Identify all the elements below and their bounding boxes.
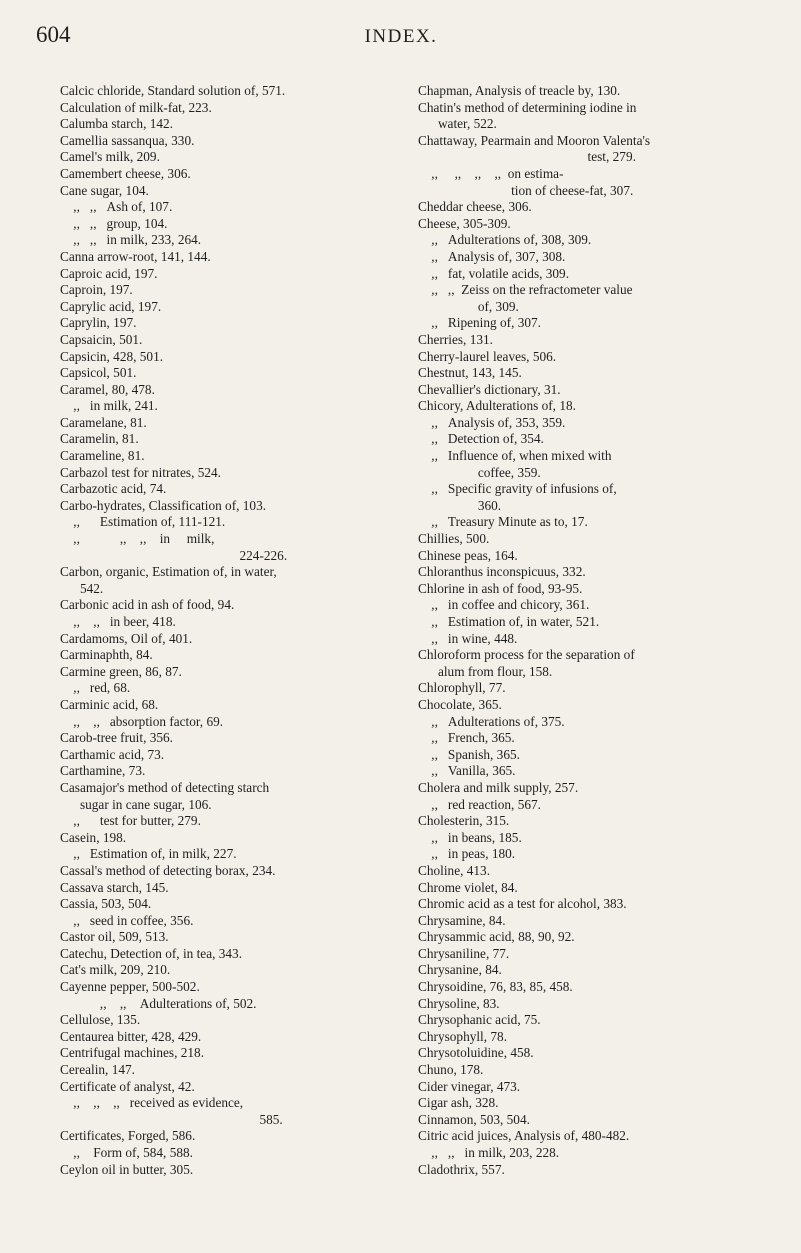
index-entry: ,, fat, volatile acids, 309. [418, 265, 570, 281]
index-entry: Carminic acid, 68. [60, 696, 159, 712]
index-entry: Carob-tree fruit, 356. [60, 730, 173, 746]
index-entry: Chocolate, 365. [418, 696, 502, 712]
index-entry: ,, Adulterations of, 308, 309. [418, 232, 592, 248]
index-entry: Chloranthus inconspicuus, 332. [418, 564, 586, 580]
index-entry: Caproin, 197. [60, 282, 133, 298]
index-entry: Carbazotic acid, 74. [60, 481, 167, 497]
index-entry: ,, in wine, 448. [418, 630, 518, 646]
index-entry: ,, ,, ,, ,, on estima- [418, 165, 564, 181]
index-entry: Chapman, Analysis of treacle by, 130. [418, 83, 621, 98]
index-entry: Carbazol test for nitrates, 524. [60, 464, 221, 480]
index-entry: 224-226. [60, 547, 288, 563]
index-entry: Cat's milk, 209, 210. [60, 962, 171, 978]
page-number: 604 [36, 22, 71, 47]
index-entry: ,, red reaction, 567. [418, 796, 541, 812]
index-entry: ,, Estimation of, in milk, 227. [60, 846, 237, 862]
index-entry: Carthamic acid, 73. [60, 746, 165, 762]
index-entry: water, 522. [418, 116, 497, 132]
index-entry: ,, Ripening of, 307. [418, 315, 541, 331]
index-entry: ,, French, 365. [418, 730, 515, 746]
index-entry: Chinese peas, 164. [418, 547, 518, 563]
index-entry: ,, ,, in milk, 203, 228. [418, 1145, 560, 1160]
index-entry: Cigar ash, 328. [418, 1095, 499, 1111]
index-entry: ,, ,, in milk, 233, 264. [60, 232, 202, 248]
index-entry: Carameline, 81. [60, 448, 145, 464]
index-entry: ,, Form of, 584, 588. [60, 1145, 193, 1160]
index-entry: Chromic acid as a test for alcohol, 383. [418, 896, 627, 912]
index-entry: ,, Analysis of, 353, 359. [418, 414, 566, 430]
index-entry: ,, ,, ,, received as evidence, [60, 1095, 244, 1111]
page-header [36, 22, 766, 62]
index-entry: Carminaphth, 84. [60, 647, 153, 663]
index-entry: Chevallier's dictionary, 31. [418, 381, 561, 397]
index-entry: ,, Vanilla, 365. [418, 763, 516, 779]
index-entry: Cinnamon, 503, 504. [418, 1111, 530, 1127]
index-entry: ,, ,, Ash of, 107. [60, 199, 173, 215]
index-entry: ,, red, 68. [60, 680, 131, 696]
index-entry: Caproic acid, 197. [60, 265, 158, 281]
index-entry: Capsicin, 428, 501. [60, 348, 164, 364]
index-entry: Chlorophyll, 77. [418, 680, 506, 696]
index-entry: of, 309. [418, 298, 519, 314]
index-entry: Carbonic acid in ash of food, 94. [60, 597, 235, 613]
index-entry: Camel's milk, 209. [60, 149, 160, 165]
index-column-right [418, 83, 773, 1178]
index-entry: Cassia, 503, 504. [60, 896, 152, 912]
index-entry: ,, ,, in beer, 418. [60, 614, 176, 629]
index-entry: Choline, 413. [418, 862, 491, 878]
index-entry: Casamajor's method of detecting starch [60, 779, 270, 795]
index-entry: Centrifugal machines, 218. [60, 1045, 205, 1061]
index-entry: Chrysanine, 84. [418, 962, 502, 978]
index-entry: Chuno, 178. [418, 1062, 484, 1078]
index-entry: ,, Treasury Minute as to, 17. [418, 514, 588, 530]
index-entry: Carthamine, 73. [60, 763, 146, 779]
index-entry: Cherry-laurel leaves, 506. [418, 348, 557, 364]
index-entry: Caramelin, 81. [60, 431, 139, 447]
index-entry: tion of cheese-fat, 307. [418, 182, 634, 198]
index-entry: Chlorine in ash of food, 93-95. [418, 580, 583, 596]
index-entry: Cardamoms, Oil of, 401. [60, 630, 193, 646]
index-entry: sugar in cane sugar, 106. [60, 796, 212, 812]
index-entry: ,, Estimation of, in water, 521. [418, 614, 600, 629]
index-entry: Cayenne pepper, 500-502. [60, 979, 200, 995]
index-entry: Capsaicin, 501. [60, 331, 143, 347]
index-entry: Cassava starch, 145. [60, 879, 169, 895]
index-entry: Cholera and milk supply, 257. [418, 779, 579, 795]
index-entry: Camembert cheese, 306. [60, 165, 191, 181]
index-entry: ,, in milk, 241. [60, 398, 158, 414]
index-entry: 542. [60, 580, 104, 596]
index-entry: Chillies, 500. [418, 531, 490, 547]
index-entry: ,, Influence of, when mixed with [418, 448, 612, 464]
index-entry: ,, Spanish, 365. [418, 746, 520, 762]
index-entry: Certificates, Forged, 586. [60, 1128, 196, 1144]
index-entry: Cane sugar, 104. [60, 182, 149, 198]
index-entry: Carbon, organic, Estimation of, in water, [60, 564, 277, 580]
index-entry: Caprylic acid, 197. [60, 298, 162, 314]
index-entry: ,, Adulterations of, 375. [418, 713, 565, 729]
index-entry: Chicory, Adulterations of, 18. [418, 398, 576, 414]
index-entry: Catechu, Detection of, in tea, 343. [60, 945, 243, 961]
index-entry: test, 279. [418, 149, 636, 165]
index-entry: ,, Detection of, 354. [418, 431, 544, 447]
index-entry: 360. [418, 497, 502, 513]
index-entry: Cherries, 131. [418, 331, 493, 347]
index-entry: Centaurea bitter, 428, 429. [60, 1028, 202, 1044]
index-entry: Citric acid juices, Analysis of, 480-482. [418, 1128, 630, 1144]
index-entry: Chrysammic acid, 88, 90, 92. [418, 929, 575, 945]
index-entry: ,, test for butter, 279. [60, 813, 201, 829]
index-entry: alum from flour, 158. [418, 663, 553, 679]
index-column-left [60, 83, 400, 1178]
index-entry: Cholesterin, 315. [418, 813, 510, 829]
index-entry: ,, ,, absorption factor, 69. [60, 713, 224, 729]
index-entry: Cheese, 305-309. [418, 215, 511, 231]
index-entry: ,, in coffee and chicory, 361. [418, 597, 590, 613]
index-entry: Carmine green, 86, 87. [60, 663, 182, 679]
index-entry: ,, ,, Zeiss on the refractometer value [418, 282, 633, 298]
index-entry: Chrysaniline, 77. [418, 945, 510, 961]
index-entry: Chrysoidine, 76, 83, 85, 458. [418, 979, 573, 995]
index-entry: ,, ,, ,, in milk, [60, 531, 215, 547]
index-entry: Casein, 198. [60, 829, 127, 845]
index-entry: Chatin's method of determining iodine in [418, 99, 637, 115]
index-entry: Cellulose, 135. [60, 1012, 141, 1028]
index-entry: Caprylin, 197. [60, 315, 137, 331]
index-entry: Chrysotoluidine, 458. [418, 1045, 534, 1061]
index-entry: Certificate of analyst, 42. [60, 1078, 195, 1094]
page-title: INDEX. [364, 26, 438, 47]
index-entry: Castor oil, 509, 513. [60, 929, 169, 945]
index-entry: Chrysoline, 83. [418, 995, 500, 1011]
index-entry: ,, Estimation of, 111-121. [60, 514, 226, 530]
index-entry: Cassal's method of detecting borax, 234. [60, 862, 276, 878]
index-entry: Caramel, 80, 478. [60, 381, 155, 397]
index-entry: Chloroform process for the separation of [418, 647, 635, 663]
index-entry: ,, ,, Adulterations of, 502. [60, 995, 257, 1011]
index-entry: Chrysophyll, 78. [418, 1028, 508, 1044]
index-entry: Canna arrow-root, 141, 144. [60, 248, 211, 264]
index-entry: ,, ,, group, 104. [60, 215, 168, 231]
index-entry: Cerealin, 147. [60, 1062, 135, 1078]
index-entry: Ceylon oil in butter, 305. [60, 1161, 194, 1177]
index-entry: Calculation of milk-fat, 223. [60, 99, 212, 115]
index-entry: Chestnut, 143, 145. [418, 365, 522, 381]
index-entry: Calcic chloride, Standard solution of, 571. [60, 83, 286, 98]
index-entry: Cheddar cheese, 306. [418, 199, 532, 215]
index-entry: coffee, 359. [418, 464, 541, 480]
index-entry: Chrome violet, 84. [418, 879, 518, 895]
index-entry: Chrysamine, 84. [418, 912, 506, 928]
index-entry: Chattaway, Pearmain and Mooron Valenta's [418, 132, 651, 148]
index-entry: Chrysophanic acid, 75. [418, 1012, 541, 1028]
index-entry: Carbo-hydrates, Classification of, 103. [60, 497, 267, 513]
index-entry: ,, in beans, 185. [418, 829, 522, 845]
index-entry: Cider vinegar, 473. [418, 1078, 521, 1094]
index-entry: Caramelane, 81. [60, 414, 147, 430]
index-entry: Capsicol, 501. [60, 365, 137, 381]
index-entry: ,, Specific gravity of infusions of, [418, 481, 617, 497]
index-entry: Calumba starch, 142. [60, 116, 173, 132]
index-entry: 585. [60, 1111, 283, 1127]
index-entry: Camellia sassanqua, 330. [60, 132, 195, 148]
index-entry: Cladothrix, 557. [418, 1161, 505, 1177]
index-entry: ,, seed in coffee, 356. [60, 912, 194, 928]
index-entry: ,, Analysis of, 307, 308. [418, 248, 566, 264]
index-entry: ,, in peas, 180. [418, 846, 516, 862]
